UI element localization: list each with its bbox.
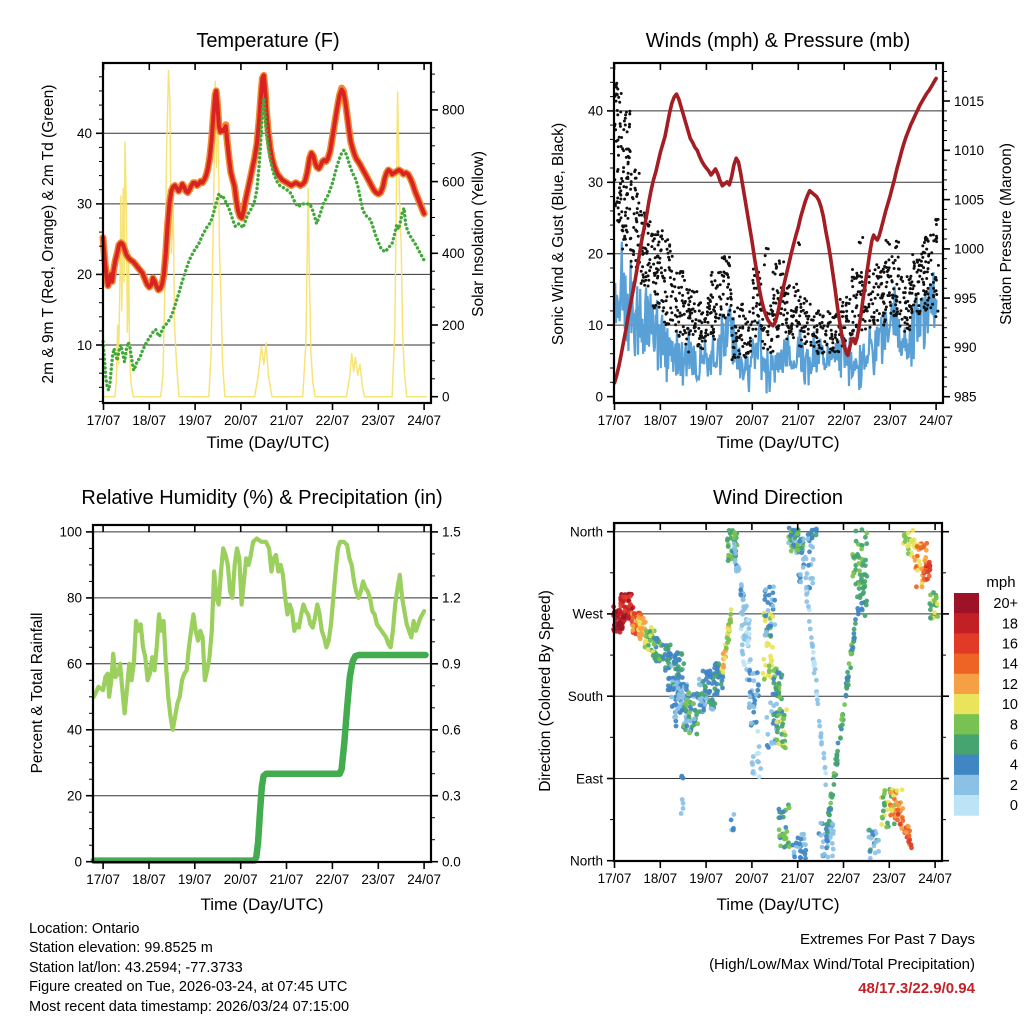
temperature-title: Temperature (F): [196, 30, 340, 52]
svg-text:West: West: [572, 606, 603, 622]
svg-text:30: 30: [76, 196, 92, 212]
svg-text:20/07: 20/07: [224, 413, 258, 428]
svg-text:30: 30: [587, 175, 603, 191]
wind-direction-title: Wind Direction: [712, 487, 844, 509]
svg-text:995: 995: [954, 290, 977, 306]
svg-text:0.9: 0.9: [442, 656, 461, 672]
svg-text:40: 40: [66, 722, 82, 738]
svg-text:14: 14: [1001, 656, 1018, 673]
svg-text:600: 600: [442, 174, 465, 190]
station-info: [29, 920, 349, 1017]
svg-text:80: 80: [66, 590, 82, 606]
temperature-chart: [0, 0, 512, 470]
extremes-subtitle: (High/Low/Max Wind/Total Precipitation): [709, 955, 975, 973]
svg-text:800: 800: [442, 102, 465, 118]
svg-text:22/07: 22/07: [827, 413, 862, 428]
svg-text:0: 0: [595, 389, 603, 405]
svg-text:0.3: 0.3: [442, 788, 461, 804]
svg-text:20: 20: [587, 246, 603, 262]
svg-text:18/07: 18/07: [643, 413, 678, 428]
svg-text:19/07: 19/07: [177, 872, 212, 887]
svg-text:East: East: [575, 771, 603, 787]
svg-text:20: 20: [76, 267, 92, 283]
wind-pressure-title: Winds (mph) & Pressure (mb): [645, 30, 911, 52]
svg-text:40: 40: [76, 126, 92, 142]
svg-text:20/07: 20/07: [735, 871, 769, 886]
svg-text:20/07: 20/07: [223, 872, 258, 887]
svg-text:16: 16: [1001, 636, 1018, 653]
temperature-xaxis-label: Time (Day/UTC): [206, 433, 330, 452]
humidity-precip-xaxis-label: Time (Day/UTC): [200, 895, 324, 914]
svg-text:19/07: 19/07: [178, 413, 212, 428]
svg-text:23/07: 23/07: [872, 871, 907, 886]
svg-text:985: 985: [954, 389, 977, 405]
svg-text:1000: 1000: [954, 241, 985, 257]
wind-yaxis-left-label: Sonic Wind & Gust (Blue, Black): [550, 122, 567, 346]
svg-text:18/07: 18/07: [643, 871, 678, 886]
svg-text:20/07: 20/07: [735, 413, 770, 428]
svg-text:17/07: 17/07: [86, 413, 121, 428]
svg-text:990: 990: [954, 340, 977, 356]
svg-text:1010: 1010: [954, 143, 985, 159]
svg-text:10: 10: [587, 317, 603, 333]
wind-pressure-chart: [512, 0, 1024, 470]
svg-text:1.2: 1.2: [442, 590, 461, 606]
svg-text:21/07: 21/07: [269, 413, 304, 428]
svg-text:North: North: [569, 853, 603, 869]
humidity-precip-chart: [0, 470, 512, 930]
figure-created: Figure created on Tue, 2026-03-24, at 07:45 UTC: [29, 979, 348, 996]
svg-text:0: 0: [74, 854, 82, 870]
svg-text:18: 18: [1001, 616, 1018, 633]
pressure-yaxis-right-label: Station Pressure (Maroon): [998, 143, 1015, 325]
svg-text:19/07: 19/07: [689, 871, 723, 886]
svg-text:23/07: 23/07: [361, 413, 396, 428]
svg-text:10: 10: [76, 337, 92, 353]
svg-text:19/07: 19/07: [689, 413, 724, 428]
svg-text:24/07: 24/07: [407, 413, 441, 428]
svg-text:1005: 1005: [954, 192, 985, 208]
svg-text:6: 6: [1009, 737, 1018, 754]
wind-pressure-xaxis-label: Time (Day/UTC): [716, 433, 840, 452]
svg-text:22/07: 22/07: [826, 871, 861, 886]
svg-text:17/07: 17/07: [597, 413, 632, 428]
svg-text:40: 40: [587, 103, 603, 119]
svg-text:1015: 1015: [954, 93, 985, 109]
svg-text:17/07: 17/07: [597, 871, 632, 886]
svg-text:South: South: [567, 689, 603, 705]
svg-text:0.0: 0.0: [442, 854, 461, 870]
svg-text:60: 60: [66, 656, 82, 672]
svg-text:2: 2: [1009, 777, 1018, 794]
station-elevation: Station elevation: 99.8525 m: [29, 940, 213, 957]
svg-text:24/07: 24/07: [918, 871, 952, 886]
svg-text:400: 400: [442, 246, 465, 262]
data-timestamp: Most recent data timestamp: 2026/03/24 07:15:00: [29, 998, 350, 1015]
svg-text:10: 10: [1001, 697, 1018, 714]
direction-yaxis-left-label: Direction (Colored By Speed): [537, 590, 554, 792]
svg-text:1.5: 1.5: [442, 524, 461, 540]
svg-text:0: 0: [1009, 798, 1018, 815]
svg-text:24/07: 24/07: [407, 872, 441, 887]
svg-text:17/07: 17/07: [86, 872, 120, 887]
svg-text:21/07: 21/07: [780, 871, 815, 886]
svg-text:21/07: 21/07: [269, 872, 304, 887]
wind-direction-chart: [512, 470, 1024, 930]
extremes-values: 48/17.3/22.9/0.94: [858, 980, 975, 997]
svg-text:0.6: 0.6: [442, 722, 461, 738]
svg-text:23/07: 23/07: [873, 413, 908, 428]
station-location: Location: Ontario: [29, 921, 140, 937]
insolation-yaxis-right-label: Solar Insolation (Yellow): [470, 151, 487, 317]
svg-text:24/07: 24/07: [919, 413, 953, 428]
svg-text:12: 12: [1001, 676, 1018, 693]
svg-text:8: 8: [1009, 717, 1018, 734]
humidity-precip-title: Relative Humidity (%) & Precipitation (in): [81, 487, 443, 509]
svg-text:20: 20: [66, 788, 82, 804]
svg-text:20+: 20+: [993, 596, 1018, 613]
station-latlon: Station lat/lon: 43.2594; -77.3733: [29, 959, 243, 976]
svg-text:18/07: 18/07: [132, 413, 167, 428]
svg-text:22/07: 22/07: [315, 413, 350, 428]
svg-text:North: North: [569, 524, 603, 540]
extremes-title: Extremes For Past 7 Days: [799, 931, 975, 948]
svg-text:18/07: 18/07: [132, 872, 166, 887]
humidity-yaxis-left-label: Percent & Total Rainfall: [29, 612, 46, 774]
extremes-block: [709, 928, 975, 1002]
svg-text:21/07: 21/07: [781, 413, 816, 428]
svg-text:200: 200: [442, 317, 465, 333]
svg-text:4: 4: [1009, 757, 1018, 774]
svg-text:100: 100: [59, 524, 82, 540]
wind-direction-xaxis-label: Time (Day/UTC): [716, 895, 840, 914]
svg-text:mph: mph: [986, 574, 1016, 591]
temperature-yaxis-left-label: 2m & 9m T (Red, Orange) & 2m Td (Green): [40, 84, 57, 384]
svg-text:22/07: 22/07: [315, 872, 350, 887]
svg-text:0: 0: [442, 389, 450, 405]
svg-text:23/07: 23/07: [361, 872, 396, 887]
